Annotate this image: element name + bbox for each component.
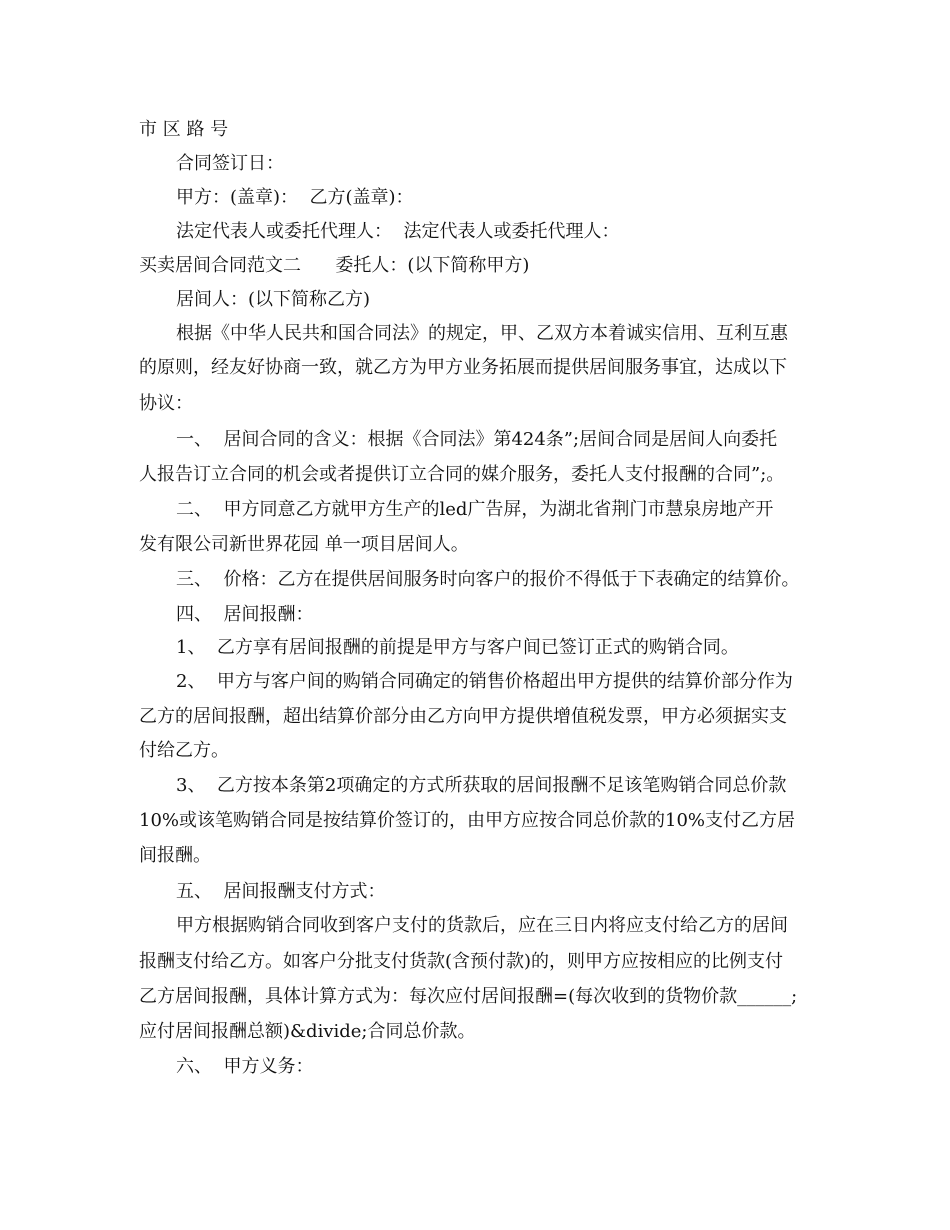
clause-4-item-3: 10%或该笔购销合同是按结算价签订的，由甲方应按合同总价款的10%支付乙方居 [139,810,796,831]
address-line: 市 区 路 号 [139,119,229,140]
clause-1-line: 一、 居间合同的含义：根据《合同法》第424条”;居间合同是居间人向委托 [176,429,778,450]
clause-5-body: 应付居间报酬总额)&divide;合同总价款。 [139,1021,476,1042]
clause-3-line: 三、 价格：乙方在提供居间服务时向客户的报价不得低于下表确定的结算价。 [176,569,800,590]
clause-5-body: 报酬支付给乙方。如客户分批支付货款(含预付款)的，则甲方应按相应的比例支付 [139,951,784,972]
clause-4-item-1: 1、 乙方享有居间报酬的前提是甲方与客户间已签订正式的购销合同。 [176,637,739,658]
body-line: 协议： [139,393,193,414]
intermediary-line: 居间人：(以下简称乙方) [176,289,371,310]
body-line: 根据《中华人民共和国合同法》的规定，甲、乙双方本着诚实信用、互利互惠 [176,323,788,344]
clause-4-item-2: 乙方的居间报酬，超出结算价部分由乙方向甲方提供增值税发票，甲方必须据实支 [139,706,787,727]
clause-2-line: 发有限公司新世界花园 单一项目居间人。 [139,534,469,555]
clause-4-item-2: 付给乙方。 [139,740,229,761]
clause-4-item-3: 间报酬。 [139,845,211,866]
clause-1-line: 人报告订立合同的机会或者提供订立合同的媒介服务，委托人支付报酬的合同”;。 [139,464,785,485]
clause-4-item-3: 3、 乙方按本条第2项确定的方式所获取的居间报酬不足该笔购销合同总价款 [176,775,787,796]
clause-5-body: 甲方根据购销合同收到客户支付的货款后，应在三日内将应支付给乙方的居间 [176,915,788,936]
clause-6-heading: 六、 甲方义务： [176,1056,314,1077]
clause-5-heading: 五、 居间报酬支付方式： [176,881,386,902]
party-seal-line: 甲方：(盖章)： 乙方(盖章)： [176,187,414,208]
clause-2-line: 二、 甲方同意乙方就甲方生产的led广告屏，为湖北省荆门市慧泉房地产开 [176,499,774,520]
clause-4-heading: 四、 居间报酬： [176,604,314,625]
signing-date-line: 合同签订日： [176,153,284,174]
body-line: 的原则，经友好协商一致，就乙方为甲方业务拓展而提供居间服务事宜，达成以下 [139,357,787,378]
document-title-line: 买卖居间合同范文二 委托人：(以下简称甲方) [139,255,530,276]
clause-5-body: 乙方居间报酬，具体计算方式为：每次应付居间报酬=(每次收到的货物价款______; [139,986,798,1007]
clause-4-item-2: 2、 甲方与客户间的购销合同确定的销售价格超出甲方提供的结算价部分作为 [176,671,793,692]
representative-line: 法定代表人或委托代理人： 法定代表人或委托代理人： [176,221,620,242]
